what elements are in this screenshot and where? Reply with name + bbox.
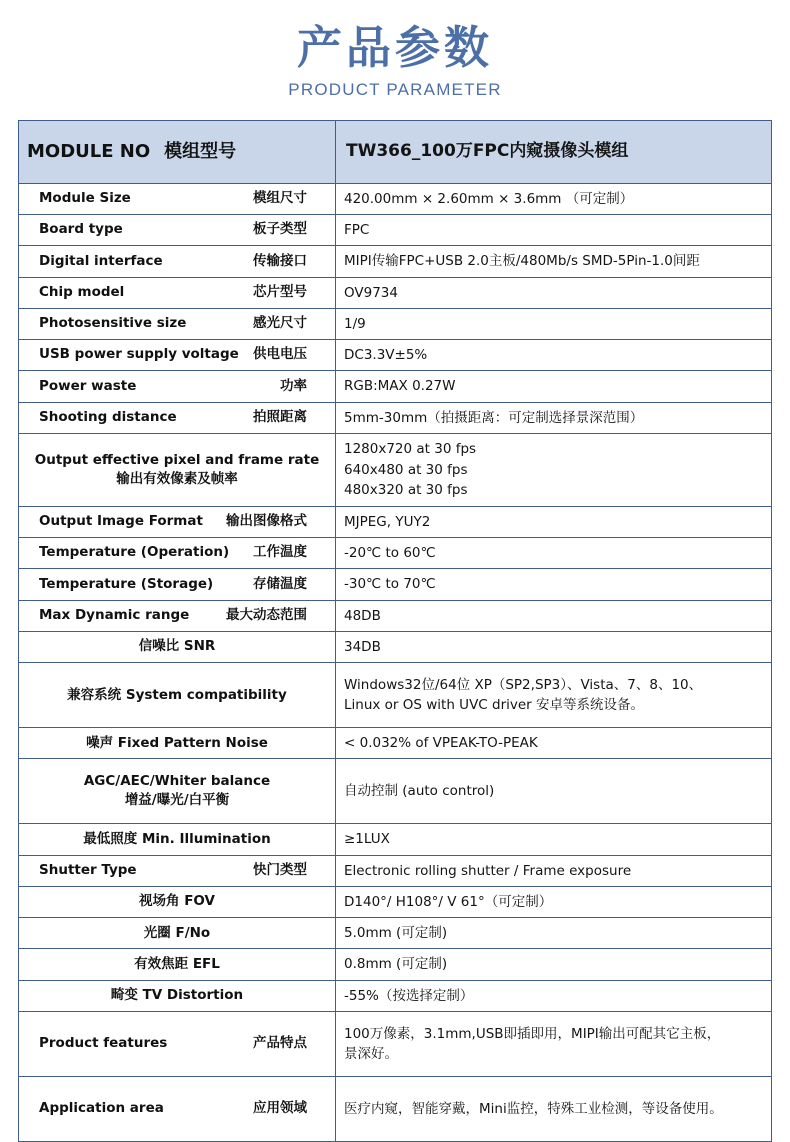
row-label-cn: 产品特点 (253, 1034, 307, 1051)
table-row (19, 855, 771, 886)
row-label-cell (19, 340, 336, 371)
row-label-cn: 畸变 TV Distortion (110, 987, 244, 1004)
row-label-cn: 最大动态范围 (226, 606, 307, 623)
row-label-cell (19, 600, 336, 631)
row-value-cell: 医疗内窥，智能穿戴，Mini监控，特殊工业检测，等设备使用。 (336, 1076, 772, 1141)
header-label-en: MODULE NO (27, 140, 151, 162)
row-label-cell (19, 433, 336, 506)
row-label-cn: 输出有效像素及帧率 (116, 470, 238, 487)
row-value-cell: -30℃ to 70℃ (336, 569, 772, 600)
row-label-cell (19, 663, 336, 728)
row-label-cell (19, 1076, 336, 1141)
table-row (19, 886, 771, 917)
row-label-cell (19, 631, 336, 662)
row-label-en: Photosensitive size (39, 315, 187, 332)
row-label-cn: 有效焦距 EFL (134, 955, 220, 972)
row-value-cell: DC3.3V±5% (336, 340, 772, 371)
row-value-cell: -55%（按选择定制） (336, 980, 772, 1011)
row-label-en: Power waste (39, 377, 137, 394)
page-title-en: PRODUCT PARAMETER (288, 79, 502, 99)
row-label-cn: AGC/AEC/Whiter balance 增益/曝光/白平衡 (83, 773, 271, 809)
row-label-cn: 感光尺寸 (253, 315, 307, 332)
row-label-cn: 拍照距离 (253, 408, 307, 425)
spec-table (19, 121, 771, 1142)
row-label-cn: 快门类型 (253, 861, 307, 878)
table-row (19, 631, 771, 662)
row-label-cell (19, 949, 336, 980)
row-label-cn: 供电电压 (253, 346, 307, 363)
row-label-cn: 工作温度 (253, 544, 307, 561)
row-label-cn: 板子类型 (253, 221, 307, 238)
row-value-cell: 420.00mm × 2.60mm × 3.6mm （可定制） (336, 183, 772, 214)
row-value-cell: MIPI传输FPC+USB 2.0主板/480Mb/s SMD-5Pin-1.0间距 (336, 246, 772, 277)
row-value-cell: -20℃ to 60℃ (336, 538, 772, 569)
spec-table-wrapper (18, 120, 772, 1142)
table-row (19, 246, 771, 277)
row-value-cell: RGB:MAX 0.27W (336, 371, 772, 402)
row-label-cell (19, 246, 336, 277)
table-row (19, 402, 771, 433)
row-label-en: Digital interface (39, 252, 163, 269)
row-label-cell (19, 759, 336, 824)
row-label-cn: 芯片型号 (253, 283, 307, 300)
table-row (19, 980, 771, 1011)
row-label-cell (19, 918, 336, 949)
row-label-cell (19, 538, 336, 569)
table-row (19, 308, 771, 339)
row-label-en: Product features (39, 1034, 168, 1051)
row-label-cn: 模组尺寸 (253, 190, 307, 207)
row-value-cell: 48DB (336, 600, 772, 631)
row-value-cell: < 0.032% of VPEAK-TO-PEAK (336, 728, 772, 759)
row-value-cell: 100万像素，3.1mm,USB即插即用，MIPI输出可配其它主板， 景深好。 (336, 1011, 772, 1076)
table-row (19, 918, 771, 949)
table-row (19, 538, 771, 569)
row-label-en: Shooting distance (39, 408, 177, 425)
row-value-cell: ≥1LUX (336, 824, 772, 855)
row-label-cell (19, 371, 336, 402)
row-label-cn: 兼容系统 System compatibility (67, 686, 287, 703)
row-value-cell: OV9734 (336, 277, 772, 308)
row-label-cell (19, 506, 336, 537)
table-row (19, 824, 771, 855)
row-label-cn: 输出图像格式 (226, 513, 307, 530)
row-value-cell: 5mm-30mm（拍摄距离：可定制选择景深范围） (336, 402, 772, 433)
row-value-cell: 0.8mm (可定制) (336, 949, 772, 980)
row-label-cn: 应用领域 (253, 1099, 307, 1116)
row-label-cn: 传输接口 (253, 252, 307, 269)
row-label-cn: 最低照度 Min. Illumination (83, 830, 271, 847)
table-row (19, 728, 771, 759)
table-row (19, 506, 771, 537)
row-value-cell: 自动控制 (auto control) (336, 759, 772, 824)
row-label-en: Application area (39, 1099, 164, 1116)
row-label-cell (19, 1011, 336, 1076)
row-label-stacked (27, 451, 327, 489)
table-row (19, 663, 771, 728)
row-label-en: Chip model (39, 283, 125, 300)
row-label-en: Temperature (Storage) (39, 575, 214, 592)
table-row (19, 371, 771, 402)
row-label-en: Output Image Format (39, 513, 203, 530)
row-label-cell (19, 402, 336, 433)
row-label-en: Shutter Type (39, 861, 137, 878)
row-label-cell (19, 183, 336, 214)
table-row (19, 340, 771, 371)
table-row (19, 949, 771, 980)
row-label-cell (19, 308, 336, 339)
row-label-cn: 功率 (280, 377, 307, 394)
row-value-cell: D140°/ H108°/ V 61°（可定制） (336, 886, 772, 917)
table-row (19, 215, 771, 246)
table-row (19, 277, 771, 308)
row-value-cell: MJPEG, YUY2 (336, 506, 772, 537)
table-header-row (19, 121, 771, 184)
row-label-en: Module Size (39, 190, 131, 207)
row-value-cell: Windows32位/64位 XP（SP2,SP3）、Vista、7、8、10、 Linux or OS with UVC driver 安卓等系统设备。 (336, 663, 772, 728)
header-value-cell: TW366_100万FPC内窥摄像头模组 (336, 121, 772, 184)
row-label-cell (19, 886, 336, 917)
row-value-cell: 34DB (336, 631, 772, 662)
row-label-en: Temperature (Operation) (39, 544, 230, 561)
row-label-cell (19, 855, 336, 886)
header-label-cn: 模组型号 (164, 140, 237, 162)
row-value-cell: 1/9 (336, 308, 772, 339)
row-label-cn: 光圈 F/No (143, 924, 211, 941)
row-label-cn: 存储温度 (253, 575, 307, 592)
row-label-en: Board type (39, 221, 123, 238)
row-label-cell (19, 824, 336, 855)
page-title-cn: 产品参数 (296, 21, 493, 74)
header-label-cell (19, 121, 336, 184)
table-row (19, 759, 771, 824)
table-row (19, 1011, 771, 1076)
row-value-cell: 1280x720 at 30 fps 640x480 at 30 fps 480x320 at 30 fps (336, 433, 772, 506)
row-label-cn: 噪声 Fixed Pattern Noise (86, 734, 268, 751)
row-value-cell: Electronic rolling shutter / Frame exposure (336, 855, 772, 886)
row-value-cell: FPC (336, 215, 772, 246)
row-label-en: Output effective pixel and frame rate (34, 451, 320, 468)
table-row (19, 183, 771, 214)
table-row (19, 433, 771, 506)
row-label-cn: 视场角 FOV (139, 893, 215, 910)
table-row (19, 569, 771, 600)
row-label-cell (19, 215, 336, 246)
row-label-en: Max Dynamic range (39, 606, 190, 623)
row-label-en: USB power supply voltage (39, 346, 239, 363)
row-label-cell (19, 980, 336, 1011)
row-value-cell: 5.0mm (可定制) (336, 918, 772, 949)
table-row (19, 1076, 771, 1141)
row-label-cell (19, 728, 336, 759)
row-label-cell (19, 277, 336, 308)
row-label-cn: 信噪比 SNR (138, 638, 216, 655)
table-row (19, 600, 771, 631)
row-label-cell (19, 569, 336, 600)
page-header (0, 0, 790, 100)
